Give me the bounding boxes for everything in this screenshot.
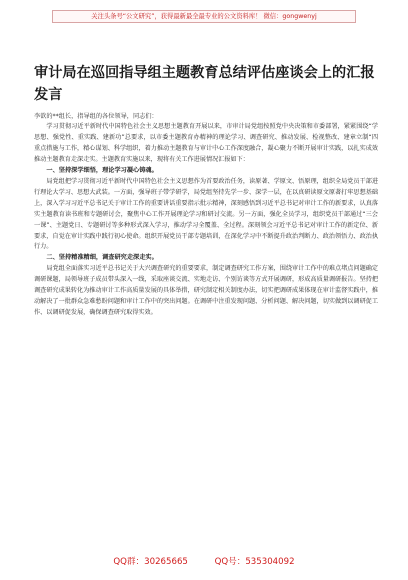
document-body — [34, 122, 378, 319]
section-heading-text: 一、坚持深学细悟，理论学习凝心铸魂。 — [46, 166, 158, 174]
section-1-paragraph: 局党组把学习贯彻习近平新时代中国特色社会主义思想作为首要政治任务，读原著、学原文、悟原理，组织全局党员干部进行理论大学习、思想大武装。一方面，强导班子带学研学，局党组坚持先学一步、深学一层，在以真研读原文原著打牢思想基础上，深入学习习近平总书记关于审计工作的重要讲话重要指示批示精神，深刻感悟到习近平总书记对审计工作的新要求，认真落实主题教育读书班和专题研讨会，聚焦中心工作开展理论学习和研讨交流。另一方面，强化全员学习，组织党员干部通过“三会一课”、主题党日、专题研讨等多种形式深入学习，推动学习全覆盖、全过程。深刻领会习近平总书记对审计工作的新定位、新要求，自觉在审计实践中践行初心使命。组织开展党员干部专题培训，在深化学习中不断提升政治判断力、政治领悟力、政治执行力。 — [34, 177, 378, 251]
section-heading-2 — [34, 253, 378, 264]
section-2-paragraph: 局党组全面落实习近平总书记关于大兴调查研究的重要要求，制定调查研究工作方案，围绕审计工作中的难点堵点问题确定调研课题，局领导班子成员带头深入一线，采取座谈交流、实地走访、个别访谈等方式开展调研，形成高质量调研报告。坚持把调查研究成果转化为推动审计工作高质量发展的具体举措，研究制定相关制度办法，切实把调研成果体现在审计监督实践中，推动解决了一批群众急难愁盼问题和审计工作中的突出问题。在调研中注重发现问题、分析问题、解决问题，切实做到以调研促工作、以调研促发展，确保调查研究取得实效。 — [34, 265, 378, 317]
section-heading-text: 二、坚持精准精细，调查研究走深走实。 — [46, 254, 158, 262]
section-heading-1 — [34, 166, 378, 177]
promo-banner-text: 关注头条号“公文研究”，获得最新最全最专业的公文资料库！ 微信：gongwenyj — [91, 13, 317, 20]
salutation: 李欲的**组长，指导组的各位领导，同志们： — [34, 113, 158, 120]
intro-paragraph: 学习贯彻习近平新时代中国特色社会主义思想主题教育开展以来，市审计局党组按照党中央决策和市委部署，紧紧围绕“学思想、强党性、重实践、建新功”总要求，以市委主题教育办精神的理论学习、调查研究、推动发展、检视整改、建章立制“四重点措施与工作，精心谋划、科学组织，着力推动主题教育与审计中心工作深度融合，凝心聚力不断开展审计实践，以扎实成效推动主题教育走深走实。主题教育实施以来，现将有关工作进展情况汇报如下： — [34, 123, 378, 163]
document-title: 审计局在巡回指导组主题教育总结评估座谈会上的汇报发言 — [34, 65, 375, 103]
qq-group-text: QQ群：30265665 — [113, 557, 188, 567]
qq-number-text: QQ号：535304092 — [214, 557, 295, 567]
promo-banner[interactable] — [52, 10, 356, 23]
contact-footer — [0, 552, 408, 572]
